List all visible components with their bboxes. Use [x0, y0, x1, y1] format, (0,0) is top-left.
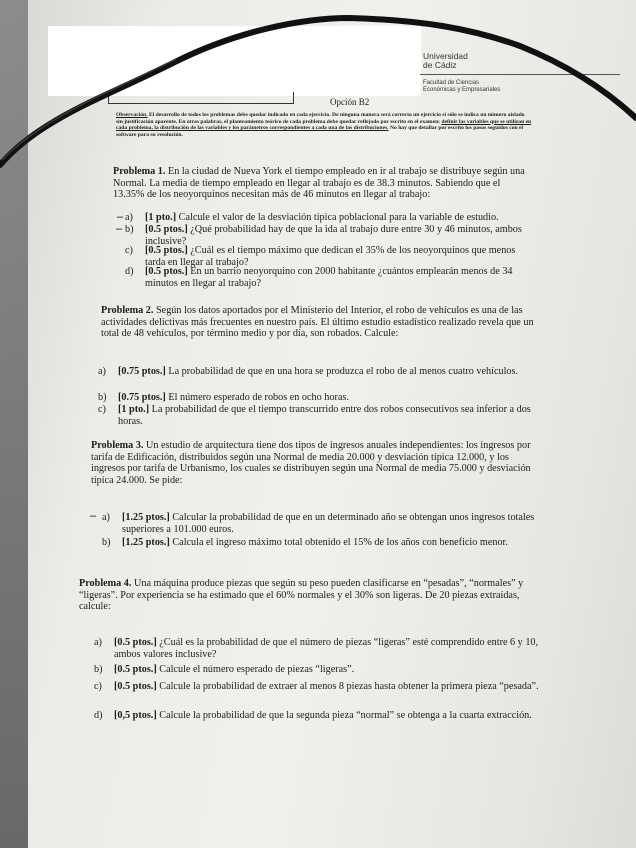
item-points: [0,5 ptos.]: [114, 710, 157, 721]
problem-4-title: Problema 4.: [79, 578, 132, 589]
item-text: Calcule la probabilidad de que la segunda pieza “normal” se obtenga a la cuarta extracción.: [156, 710, 532, 721]
item-text: ¿Cuál es la probabilidad de que el número de piezas “ligeras” esté comprendido entre 6 y 10, ambos valores inclusive?: [114, 637, 539, 660]
item-label: d): [94, 710, 103, 721]
item-label: c): [98, 404, 106, 415]
item-label: a): [94, 637, 102, 648]
item-points: [0.5 ptos.]: [145, 224, 188, 235]
item-label: a): [125, 212, 133, 223]
item-points: [0.75 ptos.]: [118, 392, 166, 403]
item-points: [0.5 ptos.]: [145, 245, 188, 256]
item-label: a): [102, 512, 110, 523]
item-points: [0.5 ptos.]: [145, 266, 188, 277]
item-text: Calcule el número esperado de piezas “ligeras”.: [156, 664, 355, 675]
item-text: En un barrio neoyorquino con 2000 habitante ¿cuántos emplearán menos de 34 minutos en llegar al trabajo?: [145, 266, 513, 289]
item-text: Calcula el ingreso máximo total obtenido el 15% de los años con beneficio menor.: [169, 537, 508, 548]
item-text: ¿Cuál es el tiempo máximo que dedican el 35% de los neoyorquinos que menos tarda en llegar al trabajo?: [145, 245, 516, 268]
observation-text-1: El desarrollo de todos los problemas debe quedar indicado en cada ejercicio. De ninguna manera será correcto un ejercicio si sólo se indica un número aislado sin justificación aparente. En otras palabras, el planteamiento teórico de cada problema debe quedar reflejado por escrito en el examen:: [116, 112, 525, 125]
item-points: [1.25 ptos.]: [122, 512, 170, 523]
pen-mark: –: [90, 508, 96, 522]
item-text: La probabilidad de que el tiempo transcurrido entre dos robos consecutivos sea inferior a dos horas.: [118, 404, 531, 427]
observation-label: Observación.: [116, 112, 148, 118]
problem-3-text: Un estudio de arquitectura tiene dos tipos de ingresos anuales independientes: los ingresos por tarifa de Edificación, distribuidos según una Normal de media 20.000 y desviación típica 12.000, y los ingresos por tarifa de Urbanismo, los cuales se distribuyen según una Normal de media 75.000 y desviación típica 24.000. Se pide:: [91, 440, 531, 486]
item-points: [1 pto.]: [118, 404, 150, 415]
problem-4-text: Una máquina produce piezas que según su peso pueden clasificarse en “pesadas”, “normales” y “ligeras”. Por experiencia se ha estimado que el 60% normales y el 30% son ligeras. De 20 piezas extraídas, calcule:: [79, 578, 524, 613]
item-points: [0.5 ptos.]: [114, 681, 157, 692]
item-text: ¿Qué probabilidad hay de que la ida al trabajo dure entre 30 y 46 minutos, ambos inclusive?: [145, 224, 522, 247]
problem-2-title: Problema 2.: [101, 305, 154, 316]
item-points: [0.5 ptos.]: [114, 637, 157, 648]
item-label: b): [102, 537, 111, 548]
item-points: [1 pto.]: [145, 212, 177, 223]
problem-1-text: En la ciudad de Nueva York el tiempo empleado en ir al trabajo se distribuye según una Normal. La media de tiempo empleado en llegar al trabajo es de 38.3 minutos. Sabiendo que el 13.35% de los neoyorquinos necesitan más de 46 minutos en llegar al trabajo:: [113, 166, 525, 201]
item-text: El número esperado de robos en ocho horas.: [165, 392, 349, 403]
observation-underlined: definir las variables que se utilizan en cada problema, la distribución de las variables y los parámetros correspondientes a cada una de las distribuciones.: [116, 118, 532, 131]
item-points: [0.75 ptos.]: [118, 366, 166, 377]
item-label: b): [94, 664, 103, 675]
exam-option: Opción B2: [330, 97, 370, 107]
problem-1-title: Problema 1.: [113, 166, 166, 177]
university-name: Universidad de Cádiz: [423, 51, 468, 70]
problem-2-text: Según los datos aportados por el Ministerio del Interior, el robo de vehículos es una de las actividades delictivas más frecuentes en nuestro país. El último estudio estadístico realizado revela que un total de 48 vehículos, por término medio y por día, son robados. Calcule:: [101, 305, 534, 340]
item-label: b): [125, 224, 134, 235]
item-label: a): [98, 366, 106, 377]
pen-mark: –: [117, 209, 123, 223]
item-text: Calcule el valor de la desviación típica poblacional para la variable de estudio.: [176, 212, 499, 223]
item-label: d): [125, 266, 134, 277]
observation-text-2: No hay que detallar por escrito los pasos seguidos con el software para su resolución.: [116, 125, 524, 138]
item-text: Calcular la probabilidad de que en un determinado año se obtengan unos ingresos totales superiores a 101.000 euros.: [122, 512, 535, 535]
item-text: Calcule la probabilidad de extraer al menos 8 piezas hasta obtener la primera pieza “pesada”.: [156, 681, 539, 692]
faculty-name: Facultad de Ciencias Económicas y Empresariales: [423, 80, 501, 93]
item-text: La probabilidad de que en una hora se produzca el robo de al menos cuatro vehículos.: [165, 366, 519, 377]
item-points: [0.5 ptos.]: [114, 664, 157, 675]
problem-3-title: Problema 3.: [91, 440, 144, 451]
item-label: c): [94, 681, 102, 692]
item-points: [1.25 ptos.]: [122, 537, 170, 548]
pen-mark: –: [116, 221, 122, 235]
item-label: b): [98, 392, 107, 403]
item-label: c): [125, 245, 133, 256]
